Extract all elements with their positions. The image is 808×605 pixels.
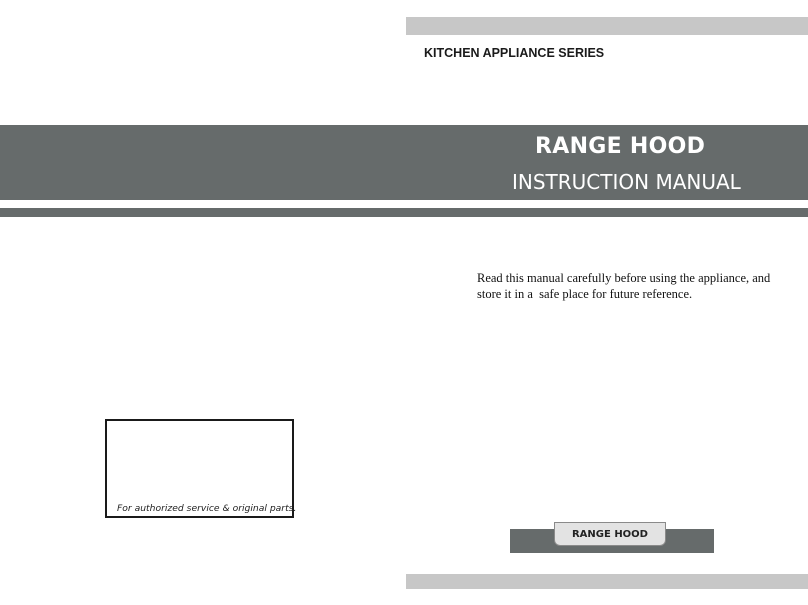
bottom-decorative-bar (406, 574, 808, 589)
service-info-box (105, 419, 297, 518)
notice-line-1: Read this manual carefully before using the appliance, and (477, 271, 771, 285)
product-title: RANGE HOOD (535, 134, 706, 159)
series-label: KITCHEN APPLIANCE SERIES (424, 46, 605, 60)
notice-line-2: store it in a safe place for future reference. (477, 287, 693, 301)
service-info-text: For authorized service & original parts. (117, 503, 297, 514)
footer-tab: RANGE HOOD (554, 522, 666, 546)
top-decorative-bar (406, 17, 808, 35)
manual-subtitle: INSTRUCTION MANUAL (512, 170, 741, 194)
divider-band (0, 208, 808, 217)
read-manual-notice (477, 270, 777, 302)
